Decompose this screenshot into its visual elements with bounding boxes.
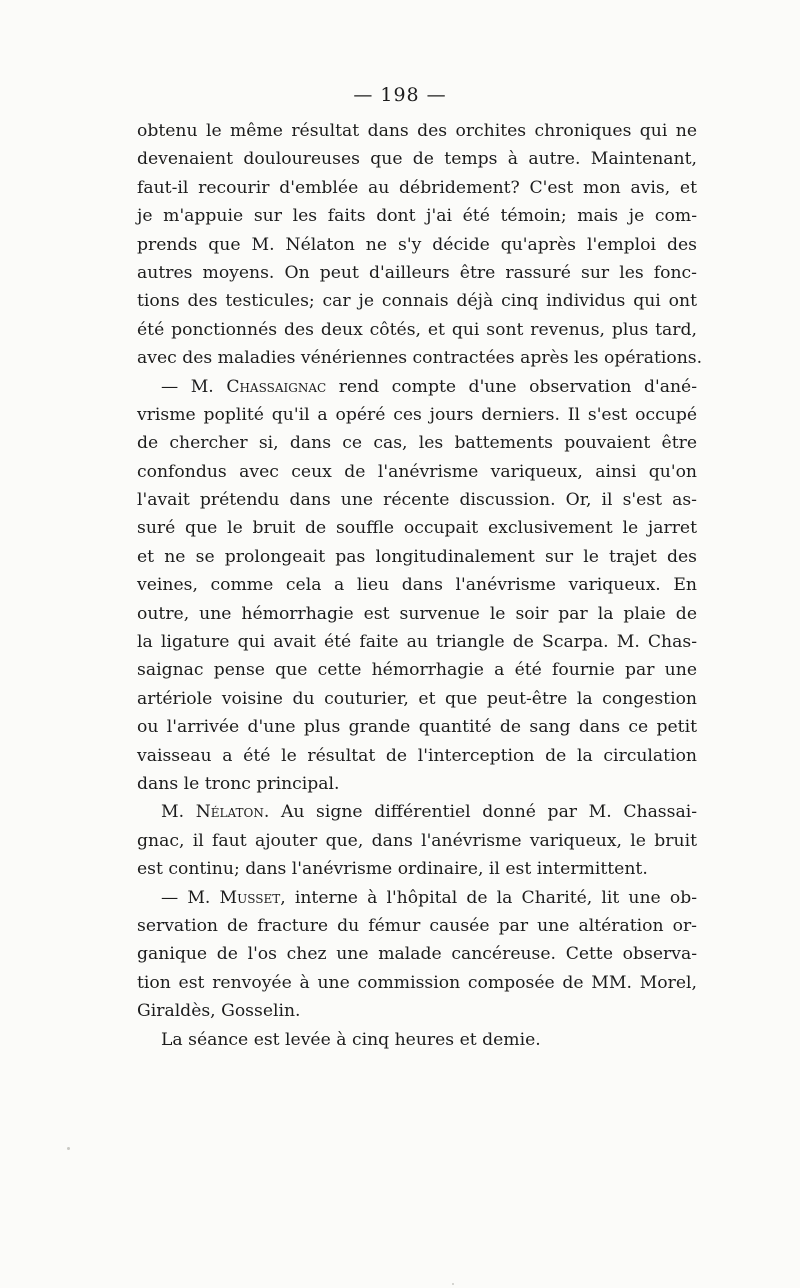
speaker-name-musset: Musset, — [219, 887, 286, 908]
text-line: faut-il recourir d'emblée au débridement? C'est mon avis, et — [137, 177, 697, 198]
text-line: obtenu le même résultat dans des orchites chroniques qui ne — [137, 121, 697, 141]
speaker-prefix: M. — [161, 802, 185, 823]
text-line: Giraldès, Gosselin. — [137, 1001, 301, 1022]
text-line: ganique de l'os chez une malade cancéreuse. Cette observa- — [137, 944, 697, 965]
text-line: et ne se prolongeait pas longitudinalement sur le trajet des — [137, 546, 697, 567]
text-fragment: Au signe différentiel donné par M. Chassai- — [280, 802, 698, 823]
text-line: ou l'arrivée d'une plus grande quantité de sang dans ce petit — [137, 717, 697, 738]
text-line-nelaton — [137, 798, 697, 826]
text-line: vrisme poplité qu'il a opéré ces jours derniers. Il s'est occupé — [137, 404, 697, 425]
text-line: outre, une hémorrhagie est survenue le soir par la plaie de — [137, 603, 697, 624]
text-line: avec des maladies vénériennes contractées après les opérations. — [137, 348, 703, 369]
text-line: devenaient douloureuses que de temps à autre. Maintenant, — [137, 149, 697, 170]
text-line: servation de fracture du fémur causée par une altération or- — [137, 915, 697, 936]
text-fragment: interne à l'hôpital de la Charité, lit une ob- — [294, 887, 698, 908]
text-line: tions des testicules; car je connais déjà cinq individus qui ont — [137, 291, 697, 312]
text-line: artériole voisine du couturier, et que peut-être la congestion — [137, 688, 697, 709]
text-line: veines, comme cela a lieu dans l'anévrisme variqueux. En — [137, 575, 697, 596]
text-line: tion est renvoyée à une commission composée de MM. Morel, — [137, 972, 697, 993]
text-line: je m'appuie sur les faits dont j'ai été témoin; mais je com- — [137, 206, 697, 227]
text-line: gnac, il faut ajouter que, dans l'anévrisme variqueux, le bruit — [137, 830, 697, 851]
paper-speck — [452, 1283, 454, 1285]
text-line: l'avait prétendu dans une récente discussion. Or, il s'est as- — [137, 490, 697, 511]
text-line: la ligature qui avait été faite au triangle de Scarpa. M. Chas- — [137, 632, 697, 653]
dash-speaker-prefix: — M. — [161, 887, 211, 908]
closing-line: La séance est levée à cinq heures et demie. — [161, 1029, 541, 1050]
text-line: dans le tronc principal. — [137, 773, 340, 794]
text-line: prends que M. Nélaton ne s'y décide qu'après l'emploi des — [137, 234, 697, 255]
text-line-chassaignac — [137, 373, 697, 401]
dash-speaker-prefix: — M. — [161, 376, 214, 397]
text-line: été ponctionnés des deux côtés, et qui sont revenus, plus tard, — [137, 319, 697, 340]
text-line: est continu; dans l'anévrisme ordinaire, il est intermittent. — [137, 859, 648, 880]
text-line: de chercher si, dans ce cas, les battements pouvaient être — [137, 433, 697, 454]
text-fragment: rend compte d'une observation d'ané- — [338, 376, 698, 397]
speaker-name-chassaignac: Chassaignac — [226, 376, 327, 397]
text-line: suré que le bruit de souffle occupait exclusivement le jarret — [137, 518, 697, 539]
text-line: confondus avec ceux de l'anévrisme variqueux, ainsi qu'on — [137, 461, 697, 482]
body-text — [137, 117, 703, 1054]
paper-speck — [67, 1147, 70, 1150]
page-number: — 198 — — [353, 84, 447, 106]
text-line: saignac pense que cette hémorrhagie a été fournie par une — [137, 660, 697, 681]
speaker-name-nelaton: Nélaton. — [195, 802, 270, 823]
text-line-musset — [137, 884, 697, 912]
text-line: autres moyens. On peut d'ailleurs être rassuré sur les fonc- — [137, 262, 697, 283]
text-line: vaisseau a été le résultat de l'interception de la circulation — [137, 745, 697, 766]
